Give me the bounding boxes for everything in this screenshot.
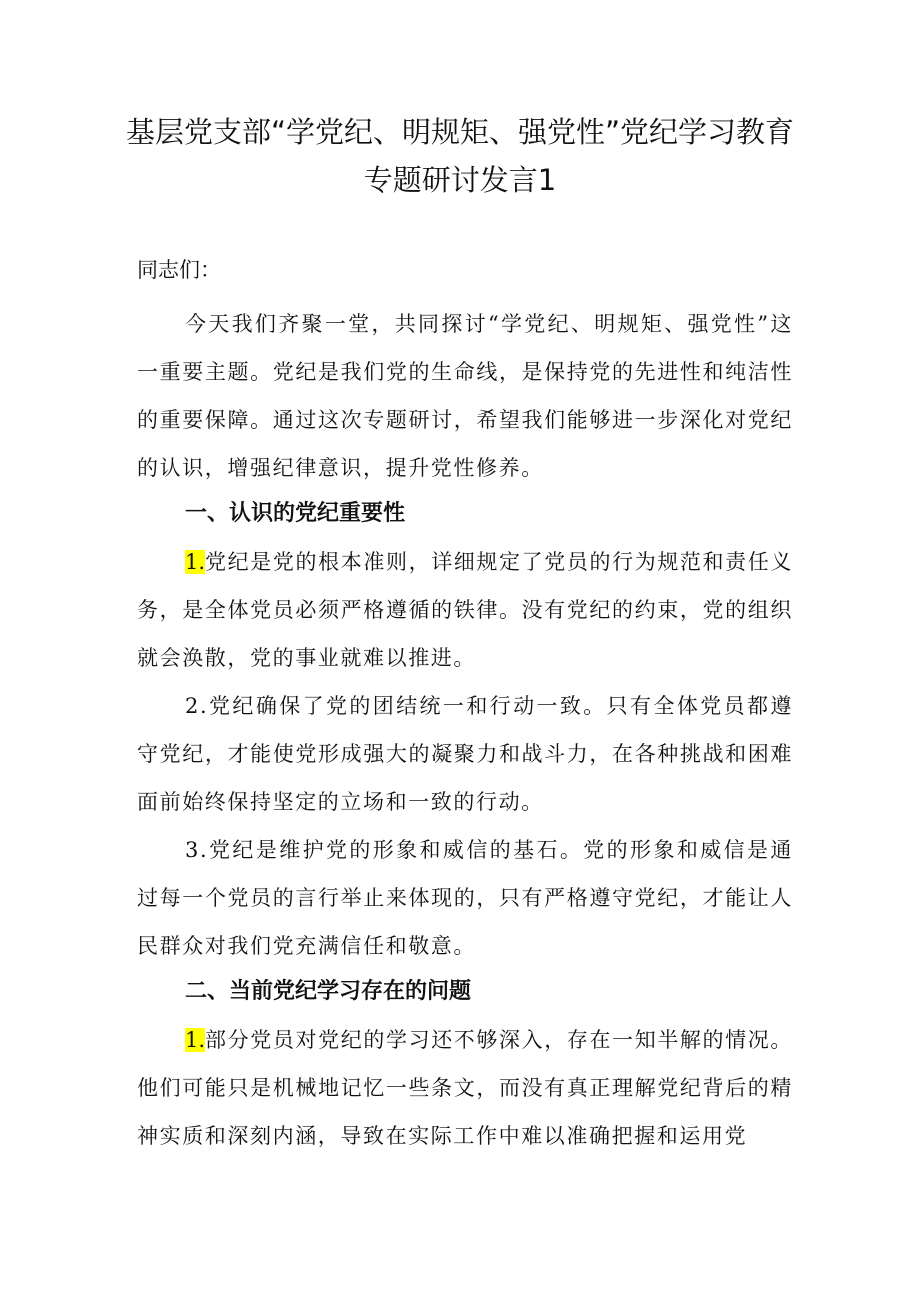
item-text: .党纪是维护党的形象和威信的基石。党的形象和威信是通过每一个党员的言行举止来体现的，只有严格遵守党纪，才能让人民群众对我们党充满信任和敬意。 xyxy=(137,838,793,958)
section1-item-3 xyxy=(137,826,793,970)
section1-item-1 xyxy=(137,538,793,682)
section1-item-2 xyxy=(137,682,793,826)
section-heading-1: 一、认识的党纪重要性 xyxy=(185,501,406,526)
item-number: 3 xyxy=(185,838,200,862)
intro-paragraph: 今天我们齐聚一堂，共同探讨“学党纪、明规矩、强党性”这一重要主题。党纪是我们党的生命线，是保持党的先进性和纯洁性的重要保障。通过这次专题研讨，希望我们能够进一步深化对党纪的认识，增强纪律意识，提升党性修养。 xyxy=(137,312,793,480)
item-text: 党纪是党的根本准则，详细规定了党员的行为规范和责任义务，是全体党员必须严格遵循的铁律。没有党纪的约束，党的组织就会涣散，党的事业就难以推进。 xyxy=(137,550,793,670)
item-number-highlight: 1. xyxy=(185,1028,206,1052)
document-title: 基层党支部“学党纪、明规矩、强党性”党纪学习教育专题研讨发言1 xyxy=(125,115,795,197)
salutation: 同志们： xyxy=(137,258,221,282)
item-text: 部分党员对党纪的学习还不够深入，存在一知半解的情况。他们可能只是机械地记忆一些条文，而没有真正理解党纪背后的精神实质和深刻内涵，导致在实际工作中难以准确把握和运用党 xyxy=(137,1028,793,1148)
item-number: 2 xyxy=(185,694,200,718)
item-number-highlight: 1. xyxy=(185,550,206,574)
item-text: .党纪确保了党的团结统一和行动一致。只有全体党员都遵守党纪，才能使党形成强大的凝聚力和战斗力，在各种挑战和困难面前始终保持坚定的立场和一致的行动。 xyxy=(137,694,793,814)
section-heading-2: 二、当前党纪学习存在的问题 xyxy=(185,979,472,1004)
section2-item-1 xyxy=(137,1016,793,1160)
